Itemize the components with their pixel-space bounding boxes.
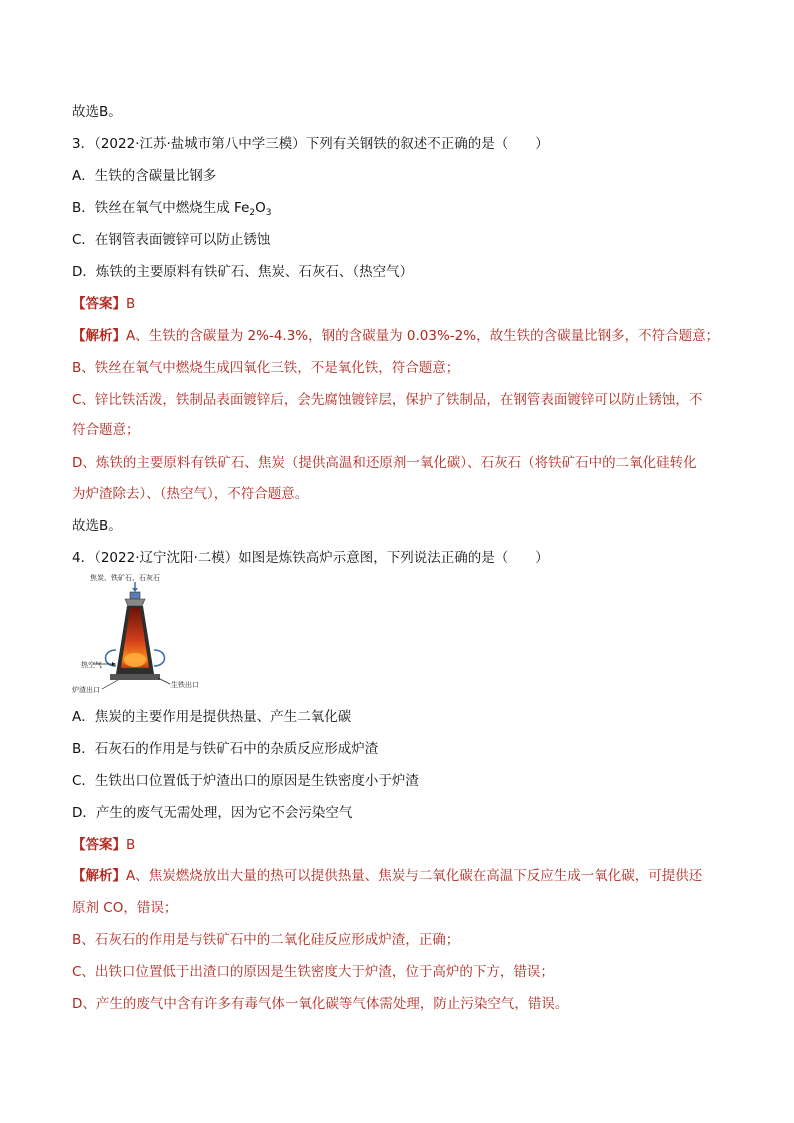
question-4-stem: 4．（2022·辽宁沈阳·二模）如图是炼铁高炉示意图，下列说法正确的是（ ） [72,550,549,566]
analysis-line: 为炉渣除去）、（热空气），不符合题意。 [72,486,309,502]
analysis-line: C、出铁口位置低于出渣口的原因是生铁密度大于炉渣，位于高炉的下方，错误； [72,964,554,980]
question-4-option-a: A．焦炭的主要作用是提供热量、产生二氧化碳 [72,709,352,725]
question-3-option-a: A．生铁的含碳量比钢多 [72,168,217,184]
question-4-option-b: B．石灰石的作用是与铁矿石中的杂质反应形成炉渣 [72,741,379,757]
text-line: 故选B。 [72,104,122,120]
answer-line: 【答案】B [72,296,136,312]
question-3-stem: 3．（2022·江苏·盐城市第八中学三模）下列有关钢铁的叙述不正确的是（ ） [72,136,549,152]
question-3-option-b: B．铁丝在氧气中燃烧生成 $Fe_2O_3$ [72,200,272,218]
analysis-line: B、石灰石的作用是与铁矿石中的二氧化硅反应形成炉渣，正确； [72,932,460,948]
answer-line: 【答案】B [72,837,136,853]
question-3-option-c: C．在钢管表面镀锌可以防止锈蚀 [72,232,271,248]
analysis-line: 【解析】A、焦炭燃烧放出大量的热可以提供热量、焦炭与二氧化碳在高温下反应生成一氧化碳，可提供还 [72,868,703,884]
slag-outlet-label: 炉渣出口 [72,686,100,694]
question-3-option-d: D．炼铁的主要原料有铁矿石、焦炭、石灰石、（热空气） [72,264,414,280]
hot-air-label: 热空气 [81,661,102,669]
text-line: 故选B。 [72,518,122,534]
iron-outlet-label: 生铁出口 [171,681,199,689]
feed-label: 焦炭、铁矿石、石灰石 [90,574,160,582]
analysis-line: 原剂 CO，错误； [72,900,178,916]
analysis-line: 【解析】A、生铁的含碳量为 2%-4.3%，钢的含碳量为 0.03%-2%，故生铁的含碳量比钢多，不符合题意； [72,328,720,344]
analysis-line: B、铁丝在氧气中燃烧生成四氧化三铁，不是氧化铁，符合题意； [72,360,460,376]
analysis-line: C、锌比铁活泼，铁制品表面镀锌后，会先腐蚀镀锌层，保护了铁制品，在钢管表面镀锌可以防止锈蚀，不 [72,392,703,408]
analysis-line: D、产生的废气中含有许多有毒气体一氧化碳等气体需处理，防止污染空气，错误。 [72,996,569,1012]
analysis-line: D、炼铁的主要原料有铁矿石、焦炭（提供高温和还原剂一氧化碳）、石灰石（将铁矿石中的二氧化硅转化 [72,455,697,471]
question-4-option-d: D．产生的废气无需处理，因为它不会污染空气 [72,805,353,821]
analysis-line: 符合题意； [72,422,140,438]
blast-furnace-diagram [72,570,222,696]
question-4-option-c: C．生铁出口位置低于炉渣出口的原因是生铁密度小于炉渣 [72,773,419,789]
